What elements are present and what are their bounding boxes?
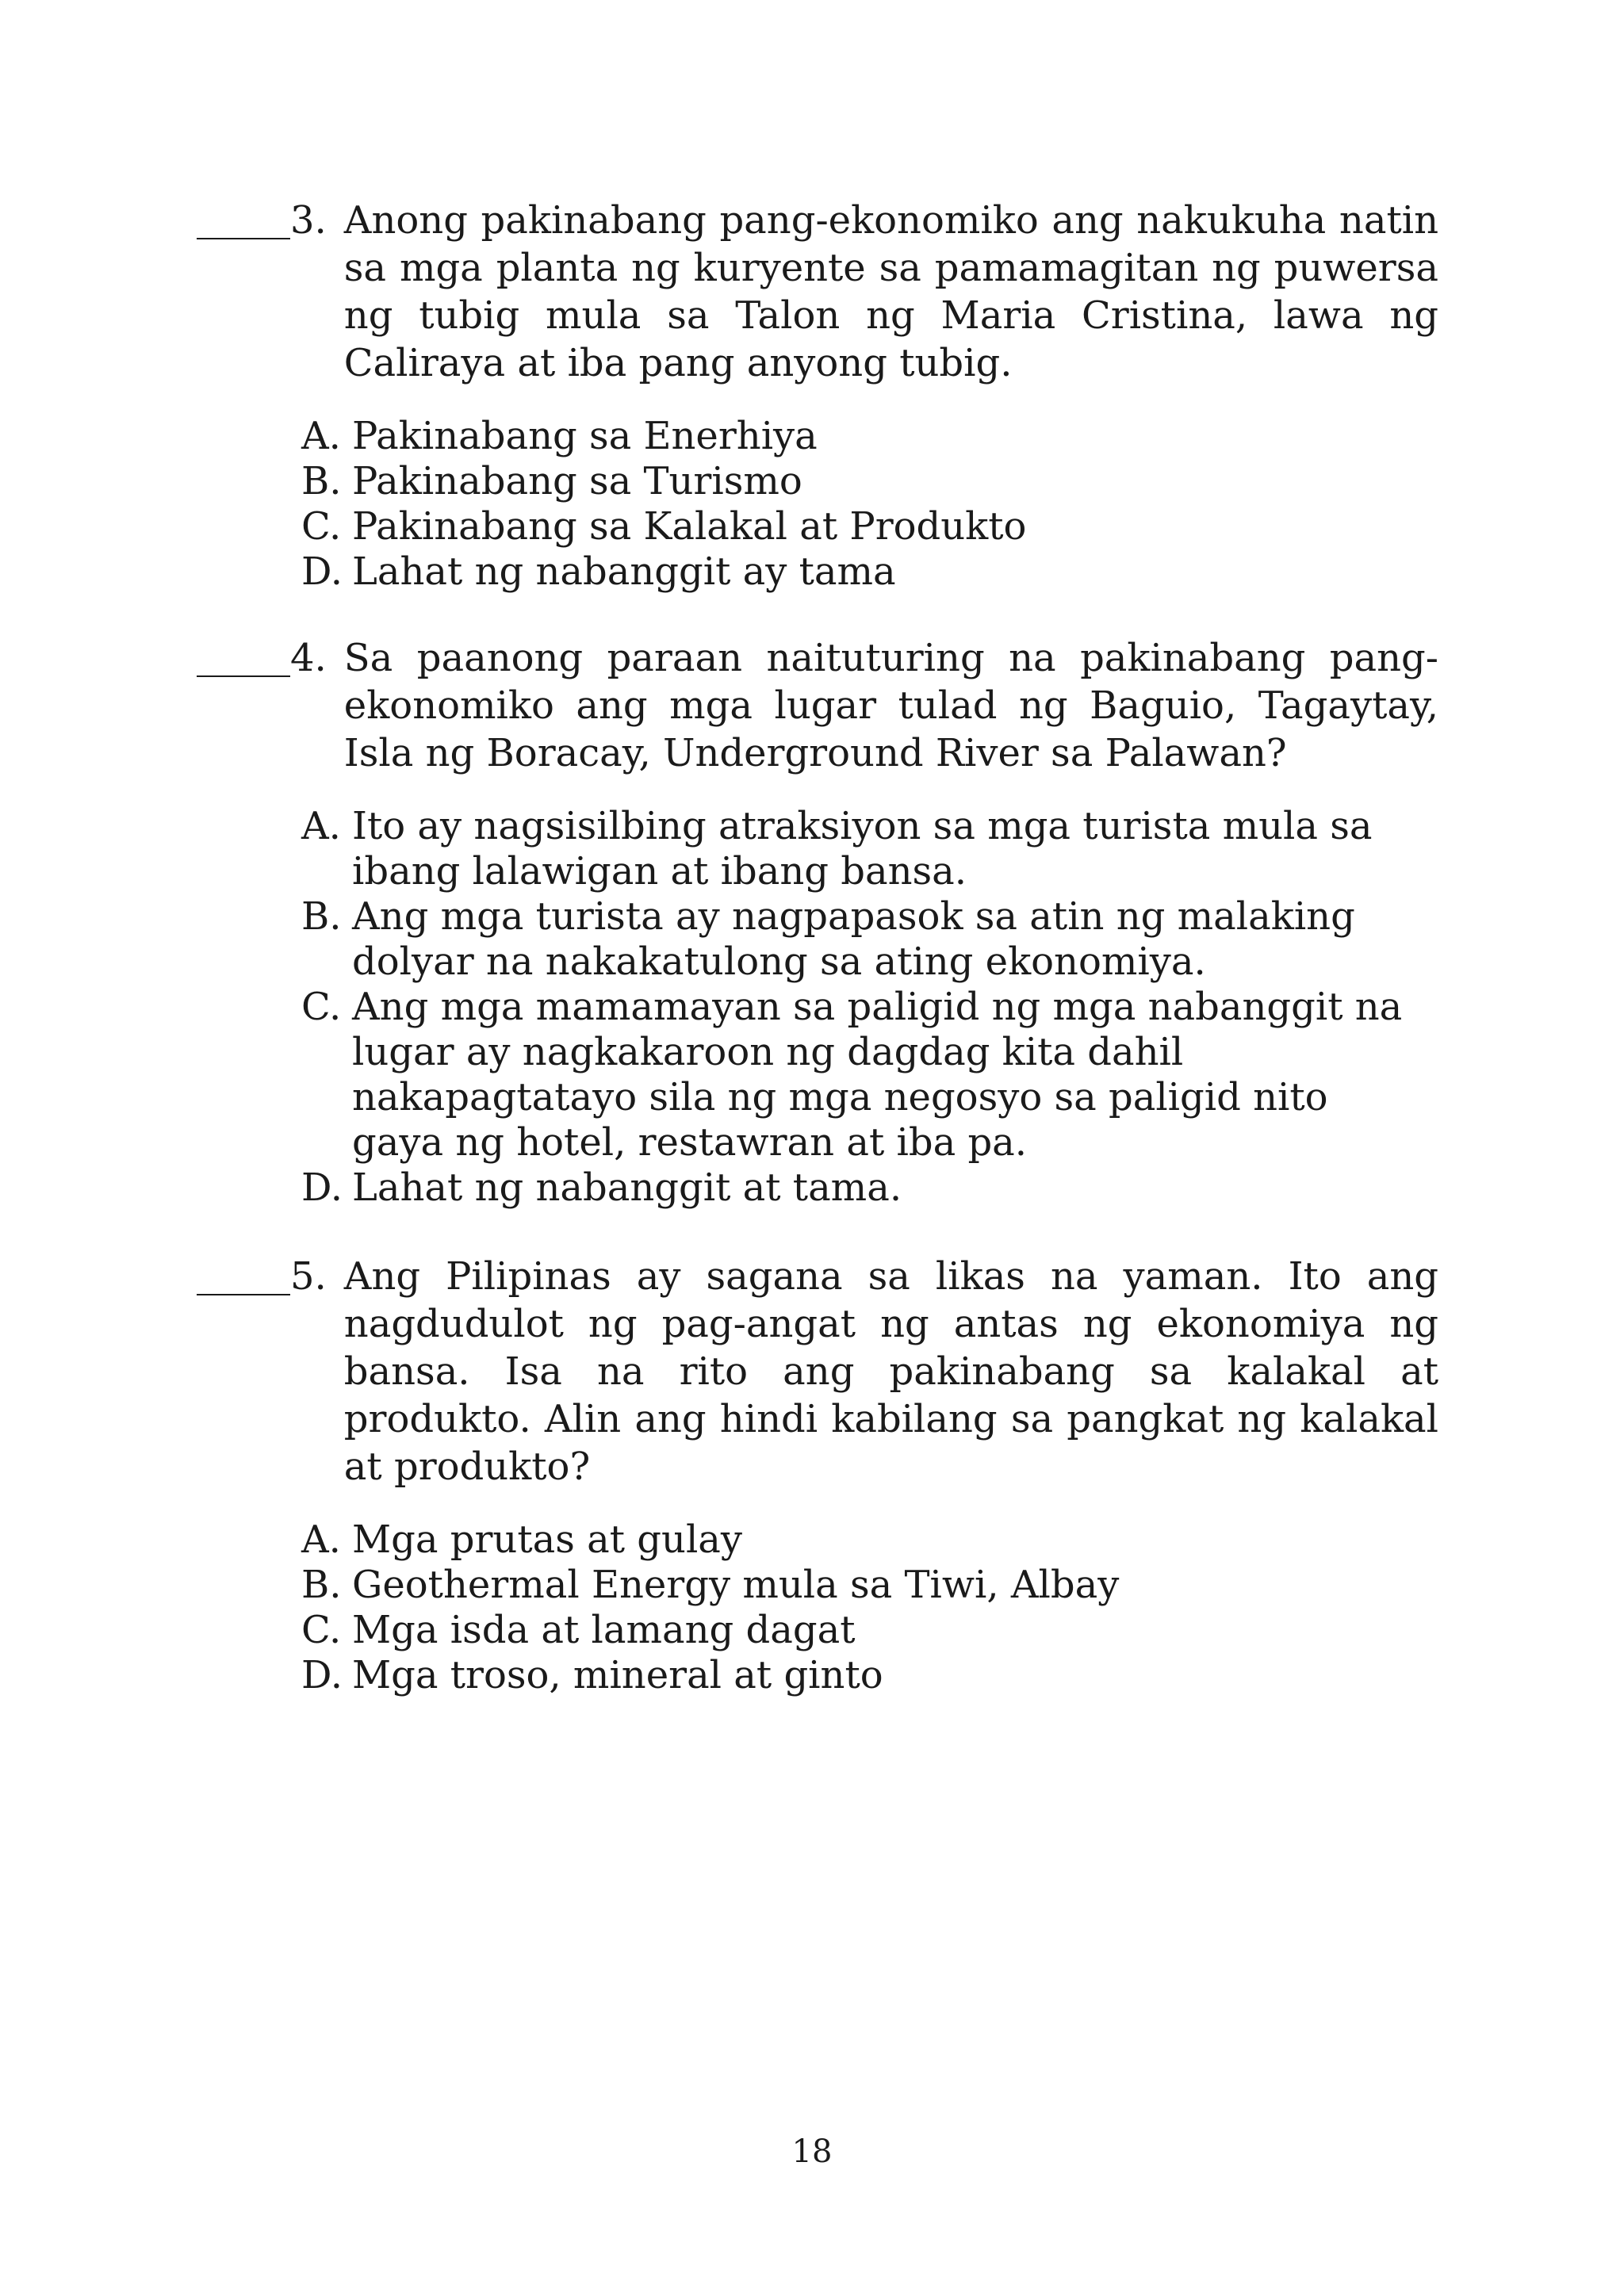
question-number: 3. (290, 198, 327, 243)
answer-blank (197, 1294, 290, 1295)
choice-c (301, 985, 1427, 1165)
page-number: 18 (791, 2133, 833, 2170)
choice-text: Lahat ng nabanggit ay tama (352, 549, 896, 594)
choice-letter: A. (301, 1517, 341, 1562)
choice-letter: D. (301, 1165, 343, 1210)
choice-letter: B. (301, 1563, 342, 1607)
choice-text: Ito ay nagsisilbing atraksiyon sa mga turista mula sa ibang lalawigan at ibang bansa. (352, 804, 1373, 894)
question-stem (197, 634, 1438, 777)
question-text: Sa paanong paraan naituturing na pakinabang pang-ekonomiko ang mga lugar tulad ng Baguio, Tagaytay, Isla ng Boracay, Underground River sa Palawan? (343, 636, 1438, 775)
choice-text: Mga isda at lamang dagat (352, 1608, 856, 1652)
choice-letter: C. (301, 504, 342, 549)
question-4 (197, 634, 1438, 1211)
choice-list (301, 804, 1427, 1211)
choice-text: Geothermal Energy mula sa Tiwi, Albay (352, 1563, 1120, 1607)
choice-d (301, 549, 1427, 595)
question-3 (197, 197, 1438, 595)
question-number: 5. (290, 1254, 327, 1299)
question-text: Anong pakinabang pang-ekonomiko ang nakukuha natin sa mga planta ng kuryente sa pamamagitan ng puwersa ng tubig mula sa Talon ng Maria Cristina, lawa ng Caliraya at iba pang anyong tubig. (343, 198, 1438, 385)
question-stem (197, 197, 1438, 387)
choice-letter: C. (301, 1608, 342, 1652)
choice-c (301, 504, 1427, 549)
choice-text: Mga troso, mineral at ginto (352, 1653, 883, 1697)
choice-text: Mga prutas at gulay (352, 1517, 743, 1562)
choice-letter: C. (301, 985, 342, 1029)
choice-c (301, 1608, 1427, 1653)
choice-text: Lahat ng nabanggit at tama. (352, 1165, 902, 1210)
choice-a (301, 414, 1427, 459)
choice-letter: A. (301, 414, 341, 458)
answer-blank (197, 675, 290, 677)
choice-b (301, 894, 1427, 985)
choice-text: Pakinabang sa Kalakal at Produkto (352, 504, 1027, 549)
choice-list (301, 1517, 1427, 1698)
choice-letter: D. (301, 1653, 343, 1697)
question-text: Ang Pilipinas ay sagana sa likas na yaman. Ito ang nagdudulot ng pag-angat ng antas ng ekonomiya ng bansa. Isa na rito ang pakinabang sa kalakal at produkto. Alin ang hindi kabilang sa pangkat ng kalakal at produkto? (343, 1254, 1438, 1489)
choice-list (301, 414, 1427, 595)
choice-d (301, 1165, 1427, 1211)
choice-text: Pakinabang sa Enerhiya (352, 414, 818, 458)
choice-letter: B. (301, 459, 342, 503)
choice-b (301, 459, 1427, 504)
choice-letter: D. (301, 549, 343, 594)
choice-text: Ang mga mamamayan sa paligid ng mga nabanggit na lugar ay nagkakaroon ng dagdag kita dahil nakapagtatayo sila ng mga negosyo sa paligid nito gaya ng hotel, restawran at iba pa. (352, 985, 1403, 1165)
choice-text: Pakinabang sa Turismo (352, 459, 802, 503)
choice-letter: B. (301, 894, 342, 939)
choice-a (301, 804, 1427, 894)
choice-letter: A. (301, 804, 341, 848)
choice-b (301, 1563, 1427, 1608)
choice-text: Ang mga turista ay nagpapasok sa atin ng malaking dolyar na nakakatulong sa ating ekonomiya. (352, 894, 1355, 984)
question-stem (197, 1253, 1438, 1490)
choice-a (301, 1517, 1427, 1563)
answer-blank (197, 238, 290, 239)
question-5 (197, 1253, 1438, 1698)
question-number: 4. (290, 636, 327, 680)
choice-d (301, 1653, 1427, 1698)
